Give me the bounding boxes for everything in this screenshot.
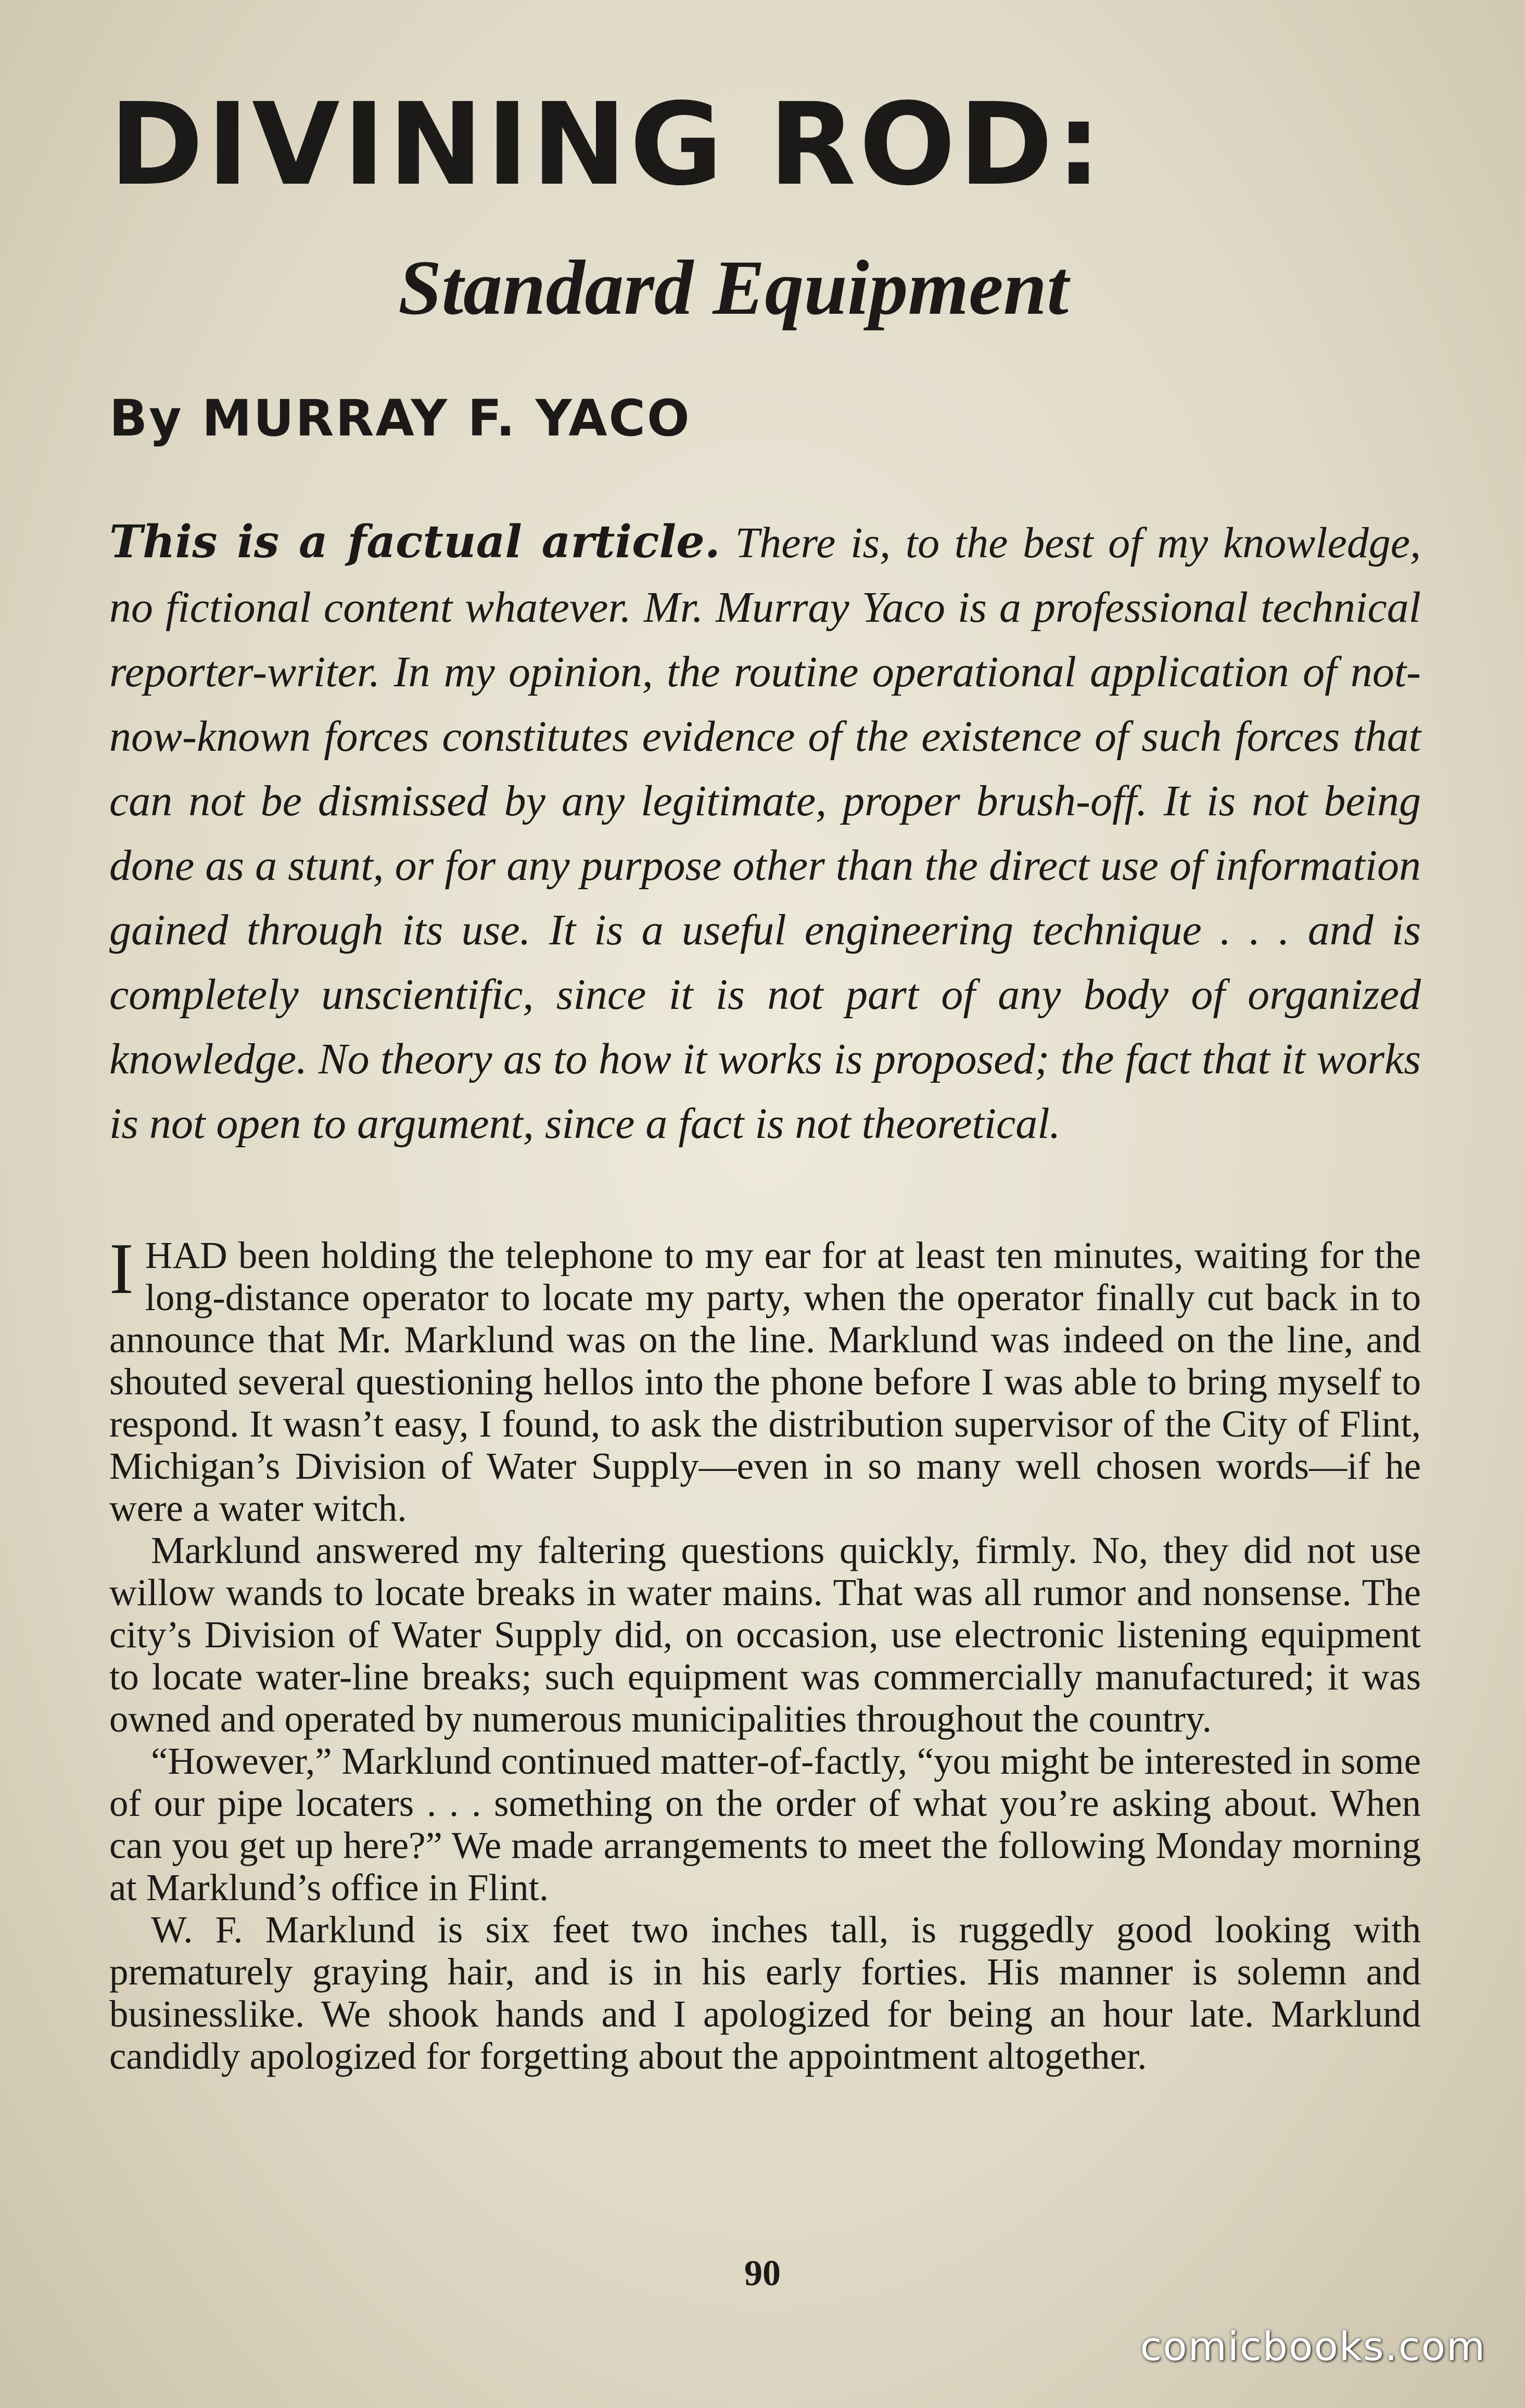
article-body <box>109 1228 1421 2077</box>
article-page <box>109 79 1421 2077</box>
body-paragraph: W. F. Marklund is six feet two inches tall, is ruggedly good looking with prematurely graying hair, and is in his early forties. His manner is solemn and businesslike. We shook hands and I apologized for being an hour late. Marklund candidly apologized for forgetting about the appointment altogether. <box>109 1909 1421 2077</box>
intro-lead: This is a factual article. <box>109 516 720 568</box>
byline: By MURRAY F. YACO <box>109 389 691 447</box>
intro-text: There is, to the best of my knowledge, no fictional content whatever. Mr. Murray Yaco is a professional technical reporter-writer. In my opinion, the routine operational application of not-now-known forces constitutes evidence of the existence of such forces that can not be dismissed by any legitimate, proper brush-off. It is not being done as a stunt, or for any purpose other than the direct use of information gained through its use. It is a useful engineering technique . . . and is completely unscientific, since it is not part of any body of organized knowledge. No theory as to how it works is proposed; the fact that it works is not open to argument, since a fact is not theoretical. <box>109 519 1421 1148</box>
editor-introduction <box>109 510 1421 1156</box>
body-paragraph <box>109 1228 1421 1529</box>
paragraph-text: HAD been holding the telephone to my ear for at least ten minutes, waiting for the long-distance operator to locate my party, when the operator finally cut back in to announce that Mr. Marklund was on the line. Marklund was indeed on the line, and shouted several questioning hellos into the phone before I was able to bring myself to respond. It wasn’t easy, I found, to ask the distribution supervisor of the City of Flint, Michigan’s Division of Water Supply—even in so many well chosen words—if he were a water witch. <box>109 1234 1421 1529</box>
article-subtitle: Standard Equipment <box>398 245 1069 331</box>
watermark: comicbooks.com <box>1140 2323 1486 2369</box>
page-number: 90 <box>744 2253 781 2294</box>
article-title: DIVINING ROD: <box>109 79 1105 211</box>
body-paragraph: Marklund answered my faltering questions quickly, firmly. No, they did not use willow wands to locate breaks in water mains. That was all rumor and nonsense. The city’s Division of Water Supply did, on occasion, use electronic listening equipment to locate water-line breaks; such equipment was commercially manufactured; it was owned and operated by numerous municipalities throughout the country. <box>109 1529 1421 1740</box>
body-paragraph: “However,” Marklund continued matter-of-factly, “you might be interested in some of our pipe locaters . . . something on the order of what you’re asking about. When can you get up here?” We made arrangements to meet the following Monday morning at Marklund’s office in Flint. <box>109 1740 1421 1909</box>
drop-cap: I <box>109 1228 134 1309</box>
